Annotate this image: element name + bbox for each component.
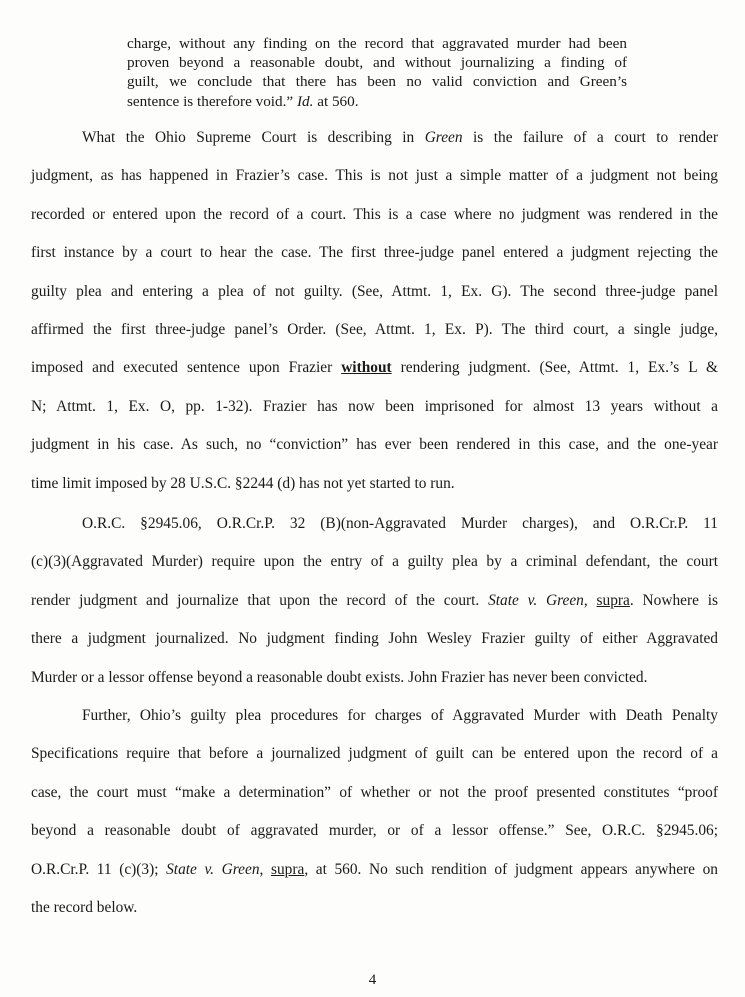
text-segment: render judgment and journalize that upon the record of the court.	[31, 591, 489, 609]
quote-citation-page: at 560.	[313, 92, 359, 110]
text-segment: . Nowhere is	[629, 591, 718, 609]
paragraph-line: N; Attmt. 1, Ex. O, pp. 1-32). Frazier has now been imprisoned for almost 13 years without a	[31, 397, 718, 415]
case-name: State v. Green	[488, 591, 584, 609]
supra-reference: supra	[270, 860, 305, 878]
paragraph-line	[31, 582, 718, 620]
quote-line: charge, without any finding on the record that aggravated murder had been	[127, 35, 627, 52]
supra-reference: supra	[596, 591, 630, 609]
paragraph-line: judgment in his case. As such, no “conviction” has ever been rendered in this case, and the one-year	[31, 436, 718, 454]
text-segment: What the Ohio Supreme Court is describing in	[82, 129, 425, 146]
paragraph-3	[31, 697, 718, 927]
quote-line-last	[127, 92, 627, 111]
paragraph-line: (c)(3)(Aggravated Murder) require upon the entry of a guilty plea by a criminal defendant, the court	[31, 553, 718, 571]
paragraph-line	[31, 119, 718, 157]
paragraph-line: O.R.C. §2945.06, O.R.Cr.P. 32 (B)(non-Aggravated Murder charges), and O.R.Cr.P. 11	[82, 515, 718, 532]
block-quote	[127, 34, 627, 111]
paragraph-line: affirmed the first three-judge panel’s Order. (See, Attmt. 1, Ex. P). The third court, a single judge,	[31, 320, 718, 338]
case-name: Green	[424, 129, 463, 146]
paragraph-line: first instance by a court to hear the case. The first three-judge panel entered a judgment rejecting the	[31, 244, 718, 262]
page-number: 4	[368, 972, 377, 988]
text-segment: , at 560. No such rendition of judgment appears anywhere on	[304, 860, 718, 878]
text-segment: imposed and executed sentence upon Frazier	[31, 359, 342, 377]
quote-line: proven beyond a reasonable doubt, and without journalizing a finding of	[127, 54, 627, 72]
quote-citation-id: Id.	[296, 92, 314, 110]
paragraph-2	[31, 505, 718, 697]
paragraph-line: Murder or a lessor offense beyond a reasonable doubt exists. John Frazier has never been convicted.	[31, 668, 648, 686]
text-segment: O.R.Cr.P. 11 (c)(3);	[31, 860, 167, 878]
quote-line: guilt, we conclude that there has been no valid conviction and Green’s	[127, 73, 627, 91]
paragraph-line: recorded or entered upon the record of a court. This is a case where no judgment was rendered in the	[31, 205, 718, 223]
paragraph-line: time limit imposed by 28 U.S.C. §2244 (d) has not yet started to run.	[31, 474, 455, 492]
paragraph-line: beyond a reasonable doubt of aggravated murder, or of a lessor offense.” See, O.R.C. §2945.06;	[31, 822, 718, 840]
case-name: State v. Green	[166, 860, 260, 878]
text-segment: ,	[259, 860, 271, 878]
text-segment: is the failure of a court to render	[462, 129, 719, 146]
emphasized-word: without	[341, 359, 392, 377]
paragraph-line: Further, Ohio’s guilty plea procedures for charges of Aggravated Murder with Death Penalty	[82, 707, 718, 724]
text-segment: ,	[583, 591, 597, 609]
paragraph-line: guilty plea and entering a plea of not guilty. (See, Attmt. 1, Ex. G). The second three-judge panel	[31, 282, 718, 300]
paragraph-line: judgment, as has happened in Frazier’s case. This is not just a simple matter of a judgment not being	[31, 167, 718, 185]
text-segment: rendering judgment. (See, Attmt. 1, Ex.’s L &	[391, 359, 718, 377]
paragraph-line: the record below.	[31, 898, 138, 916]
paragraph-line: case, the court must “make a determination” of whether or not the proof presented constitutes “proof	[31, 783, 718, 801]
paragraph-line: there a judgment journalized. No judgment finding John Wesley Frazier guilty of either Aggravated	[31, 630, 718, 648]
quote-line-text: sentence is therefore void.”	[127, 92, 294, 110]
paragraph-line	[31, 851, 718, 889]
paragraph-line	[31, 349, 718, 387]
paragraph-line: Specifications require that before a journalized judgment of guilt can be entered upon the record of a	[31, 745, 718, 763]
paragraph-1	[31, 119, 718, 503]
